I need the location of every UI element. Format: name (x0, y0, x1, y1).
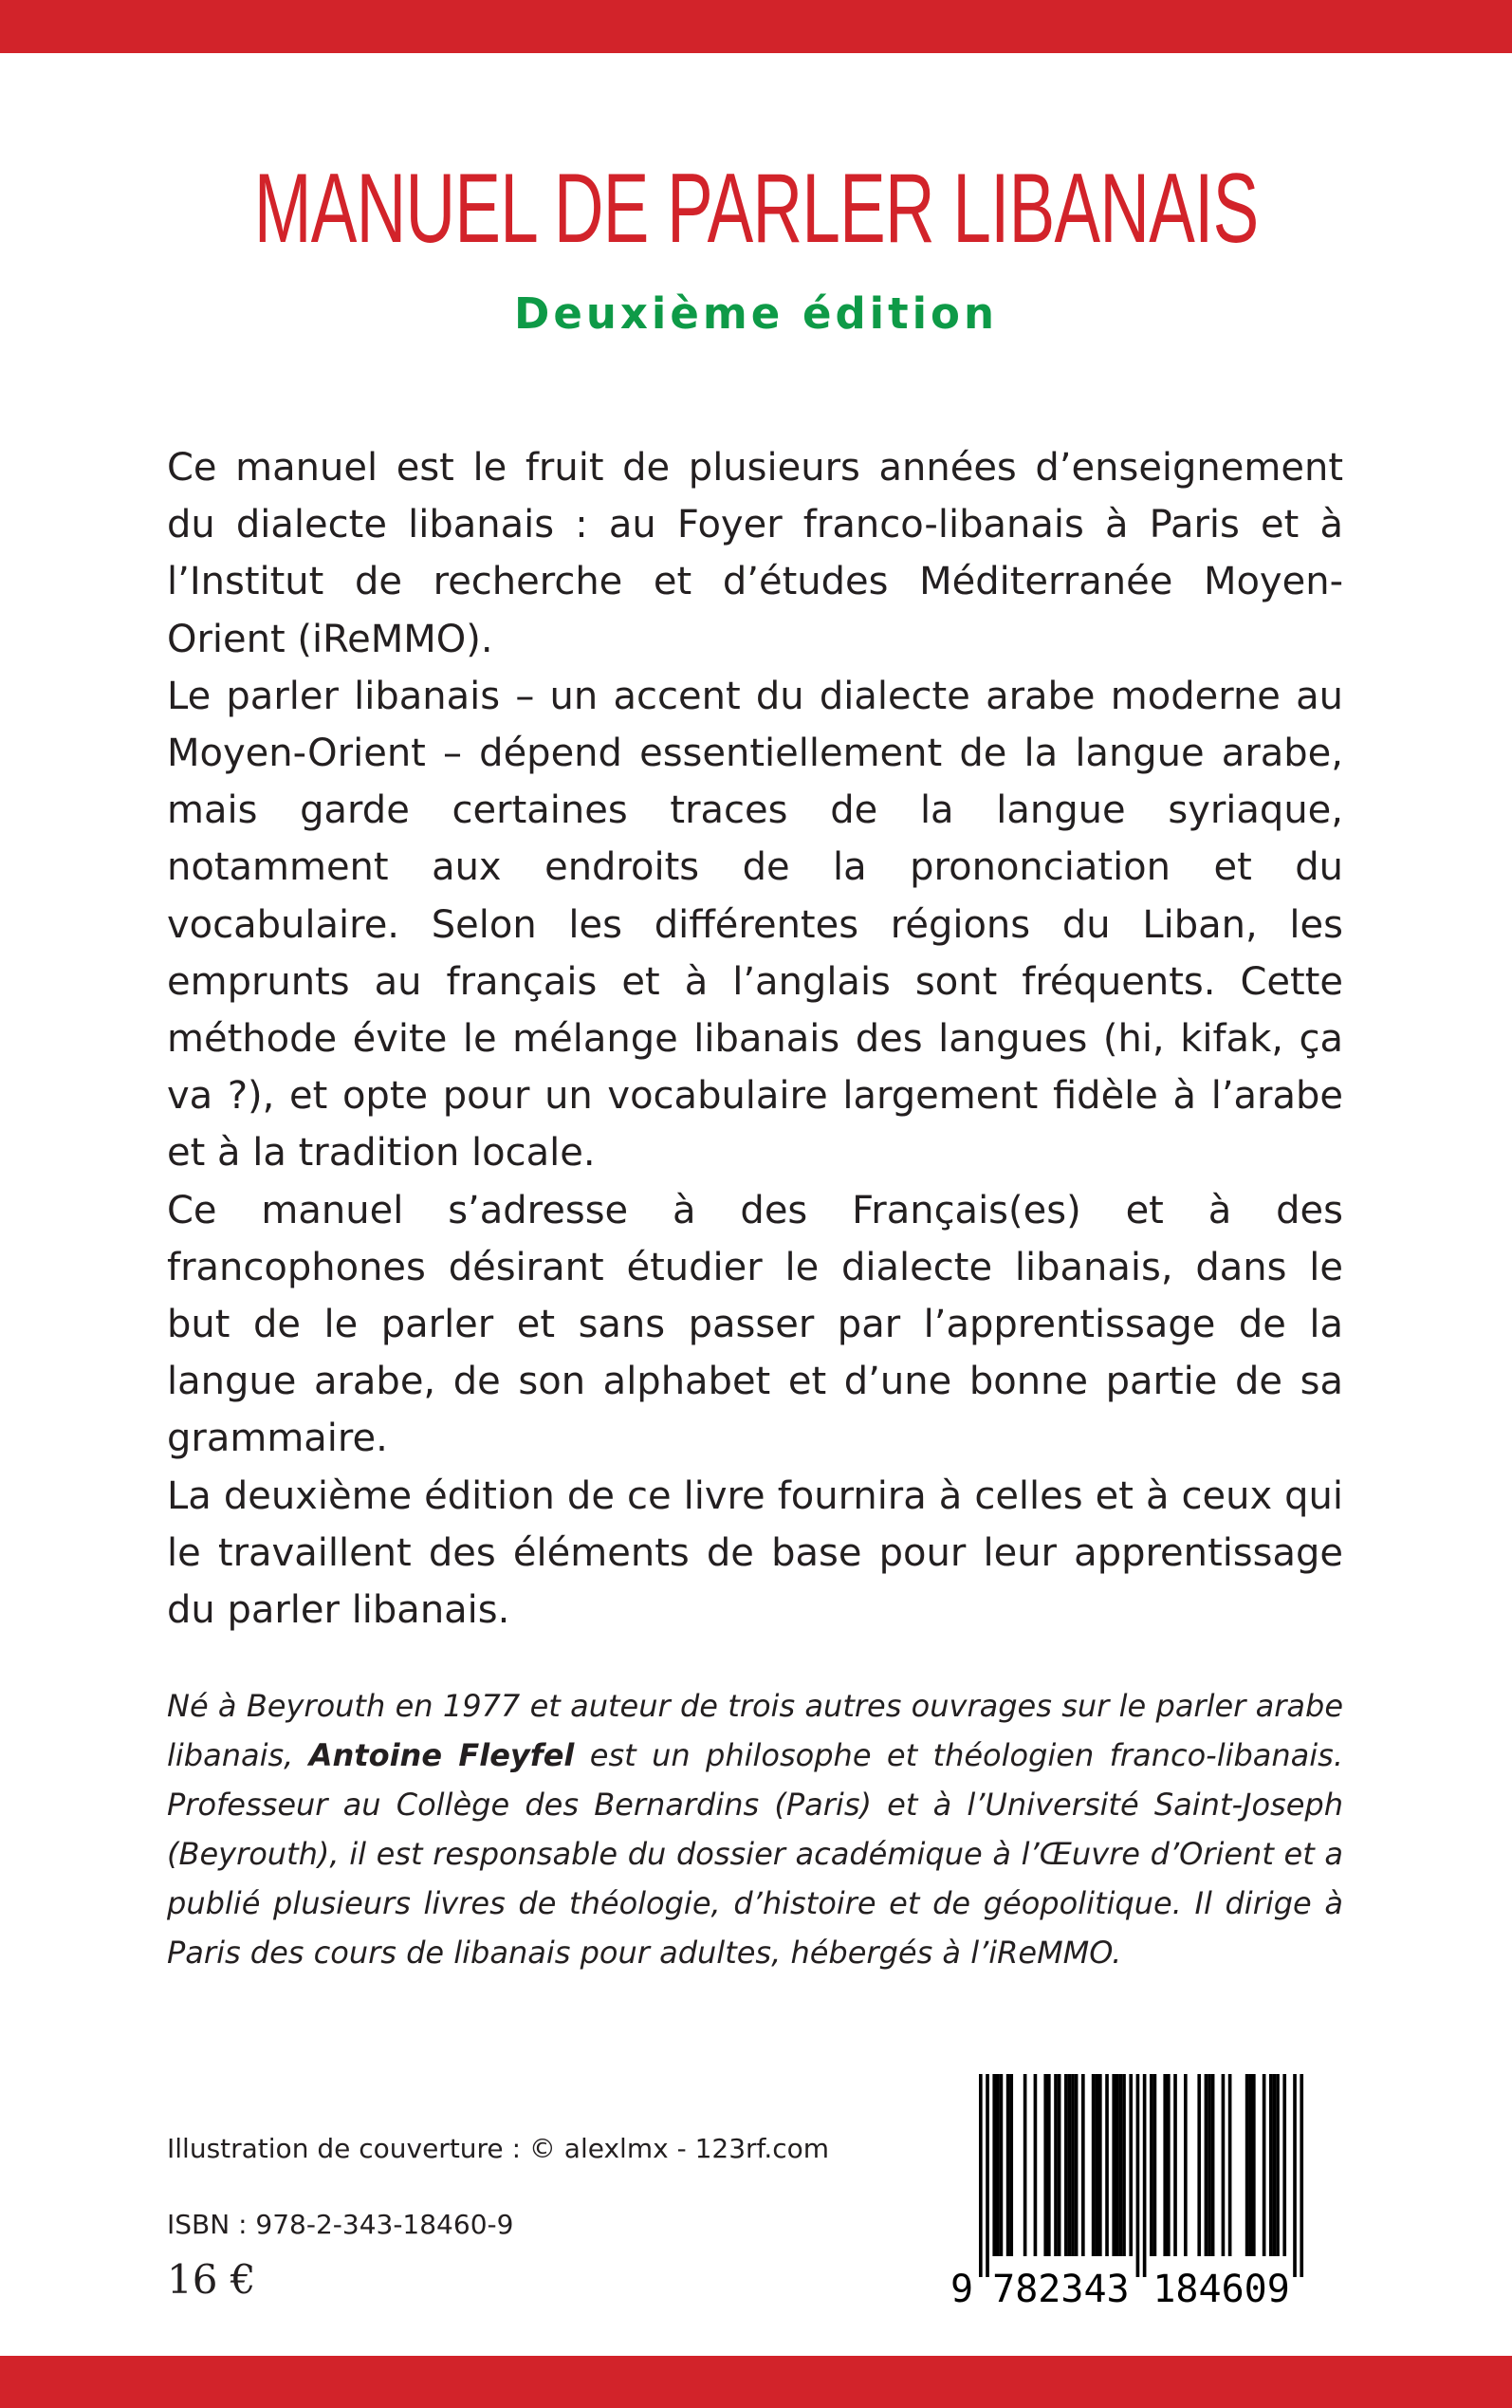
bio-intro: Né à Beyrouth en 1977 et auteur de trois autres ouvrages sur le parler arabe libanais, (167, 1688, 1343, 1773)
barcode-bar (1116, 2074, 1119, 2256)
barcode-bar (1273, 2074, 1277, 2256)
barcode-bar (1163, 2074, 1167, 2256)
price: 16 € (167, 2256, 256, 2303)
barcode-lead-digit: 9 (950, 2268, 974, 2311)
barcode-bar (1098, 2074, 1102, 2256)
barcode-bar (1222, 2074, 1226, 2256)
bottom-red-band (0, 2356, 1512, 2408)
barcode-bar (1112, 2074, 1116, 2256)
barcode-bar (1269, 2074, 1273, 2256)
barcode-bar (1276, 2074, 1280, 2256)
barcode-bar (1054, 2074, 1058, 2256)
barcode-bar (1023, 2074, 1027, 2256)
barcode-bar (1081, 2074, 1085, 2256)
bio-rest: est un philosophe et théologien franco-libanais. Professeur au Collège des Bernardins (Paris) et à l’Université Saint-Joseph (Beyrouth), il est responsable du dossier académique à l’Œuvre d’Orient et a publié plusieurs livres de théologie, d’histoire et de géopolitique. Il dirige à Paris des cours de libanais pour adultes, hébergés à l’iReMMO. (167, 1737, 1344, 1971)
barcode-bar (1009, 2074, 1013, 2256)
barcode-bar (1282, 2074, 1286, 2256)
back-cover-blurb (167, 439, 1343, 1639)
barcode-bar (1075, 2074, 1079, 2256)
barcode-guard-bar (1300, 2074, 1303, 2277)
barcode-bar (1197, 2074, 1201, 2256)
author-name: Antoine Fleyfel (308, 1737, 575, 1773)
ean-barcode (949, 2068, 1347, 2311)
barcode-bar (1211, 2074, 1215, 2256)
barcode-bar (1252, 2074, 1256, 2256)
blurb-paragraph: Ce manuel s’adresse à des Français(es) et à des francophones désirant étudier le dialecte libanais, dans le but de le parler et sans passer par l’apprentissage de la langue arabe, de son alphabet et d’une bonne partie de sa grammaire. (167, 1188, 1343, 1461)
barcode-bar (1034, 2074, 1038, 2256)
barcode-right-digits: 184609 (1152, 2268, 1290, 2311)
barcode-guard-bar (1136, 2074, 1140, 2277)
barcode-bar (1122, 2074, 1126, 2256)
barcode-bar (1043, 2074, 1047, 2256)
barcode-bar (1167, 2074, 1171, 2256)
barcode-bar (1245, 2074, 1249, 2256)
barcode-bar (1047, 2074, 1051, 2256)
barcode-bar (1064, 2074, 1068, 2256)
barcode-bar (1105, 2074, 1109, 2256)
barcode-guard-bar (979, 2074, 983, 2277)
barcode-bar (1248, 2074, 1252, 2256)
barcode-left-digits: 782343 (992, 2268, 1130, 2311)
author-bio (167, 1681, 1343, 1977)
top-red-band (0, 0, 1512, 53)
blurb-paragraph: Ce manuel est le fruit de plusieurs années d’enseignement du dialecte libanais : au Foyer franco-libanais à Paris et à l’Institut de recherche et d’études Méditerranée Moyen-Orient (iReMMO). (167, 446, 1343, 661)
barcode-bar (1119, 2074, 1123, 2256)
barcode-bar (1150, 2074, 1153, 2256)
barcode-guard-bar (1293, 2074, 1297, 2277)
barcode-bar (1058, 2074, 1061, 2256)
barcode-bar (996, 2074, 1000, 2256)
barcode-bar (1228, 2074, 1232, 2256)
barcode-bar (1184, 2074, 1188, 2256)
barcode-bar (1153, 2074, 1157, 2256)
barcode-bar (1205, 2074, 1208, 2256)
barcode-bar (992, 2074, 996, 2256)
barcode-graphic (949, 2068, 1347, 2311)
barcode-bar (1173, 2074, 1177, 2256)
barcode-bar (1263, 2074, 1266, 2256)
barcode-bar (1006, 2074, 1010, 2256)
edition-subtitle: Deuxième édition (513, 288, 998, 339)
barcode-bar (1068, 2074, 1072, 2256)
barcode-bar (1129, 2074, 1133, 2256)
barcode-bar (1208, 2074, 1211, 2256)
barcode-guard-bar (1143, 2074, 1147, 2277)
blurb-paragraph: Le parler libanais – un accent du dialecte arabe moderne au Moyen-Orient – dépend essentiellement de la langue arabe, mais garde certaines traces de la langue syriaque, notamment aux endroits de la prononciation et du vocabulaire. Selon les différentes régions du Liban, les emprunts au français et à l’anglais sont fréquents. Cette méthode évite le mélange libanais des langues (hi, kifak, ça va ?), et opte pour un vocabulaire largement fidèle à l’arabe et à la tradition locale. (167, 674, 1343, 1176)
isbn: ISBN : 978-2-343-18460-9 (167, 2209, 514, 2240)
blurb-paragraph: La deuxième édition de ce livre fournira à celles et à ceux qui le travaillent des éléments de base pour leur apprentissage du parler libanais. (167, 1473, 1343, 1633)
book-title: MANUEL DE PARLER LIBANAIS (253, 154, 1259, 264)
barcode-bar (1000, 2074, 1004, 2256)
barcode-bar (1071, 2074, 1075, 2256)
illustration-credit: Illustration de couverture : © alexlmx - 123rf.com (167, 2133, 830, 2164)
barcode-bar (1092, 2074, 1096, 2256)
barcode-bar (1095, 2074, 1098, 2256)
barcode-guard-bar (986, 2074, 989, 2277)
